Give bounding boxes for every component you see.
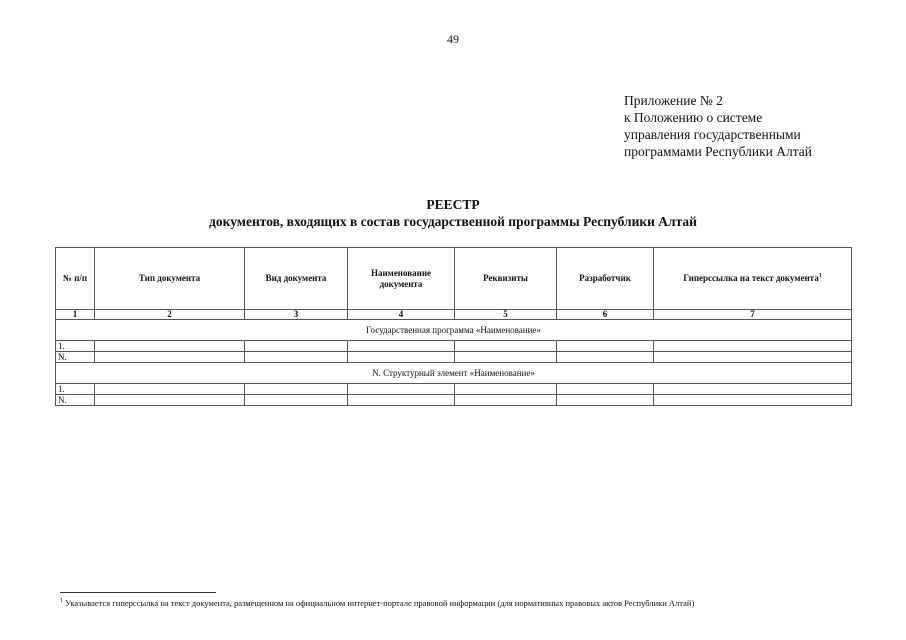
- table-cell: [348, 341, 455, 352]
- column-number: 5: [455, 310, 557, 320]
- table-row: [56, 341, 852, 352]
- appendix-line: к Положению о системе: [624, 110, 763, 125]
- table-row: [56, 352, 852, 363]
- appendix-line: управления государственными: [624, 127, 801, 142]
- registry-table: [55, 247, 852, 406]
- column-number: 1: [56, 310, 95, 320]
- header-cell-doc-type: Тип документа: [95, 248, 245, 310]
- table-cell: [557, 352, 654, 363]
- table-cell: [557, 384, 654, 395]
- hyperlink-header-label: Гиперссылка на текст документа: [683, 273, 819, 283]
- table-cell: [654, 384, 852, 395]
- column-number: 6: [557, 310, 654, 320]
- table-cell: [654, 352, 852, 363]
- appendix-block: [624, 92, 812, 160]
- column-number: 3: [245, 310, 348, 320]
- footnote-mark: 1: [60, 598, 63, 605]
- row-number: 1.: [56, 341, 95, 352]
- header-cell-developer: Разработчик: [557, 248, 654, 310]
- table-cell: [348, 352, 455, 363]
- table-header-row: [56, 248, 852, 310]
- header-cell-requisites: Реквизиты: [455, 248, 557, 310]
- title-line-1: РЕЕСТР: [426, 197, 480, 212]
- title-line-2: документов, входящих в состав государственной программы Республики Алтай: [209, 214, 697, 229]
- section-title: Государственная программа «Наименование»: [56, 320, 852, 341]
- column-number: 2: [95, 310, 245, 320]
- table-cell: [455, 341, 557, 352]
- document-title: [0, 196, 906, 230]
- table-cell: [557, 341, 654, 352]
- table-cell: [557, 395, 654, 406]
- table-cell: [95, 341, 245, 352]
- table-cell: [348, 384, 455, 395]
- header-cell-hyperlink: [654, 248, 852, 310]
- table-cell: [455, 352, 557, 363]
- table-row: [56, 384, 852, 395]
- page-number: 49: [447, 32, 459, 46]
- table-cell: [654, 341, 852, 352]
- table-cell: [245, 341, 348, 352]
- section-row: [56, 363, 852, 384]
- column-number: 7: [654, 310, 852, 320]
- table-cell: [348, 395, 455, 406]
- header-cell-doc-kind: Вид документа: [245, 248, 348, 310]
- table-cell: [455, 395, 557, 406]
- header-cell-doc-name: Наименование документа: [348, 248, 455, 310]
- table-cell: [455, 384, 557, 395]
- table-cell: [245, 352, 348, 363]
- row-number: 1.: [56, 384, 95, 395]
- section-title: N. Структурный элемент «Наименование»: [56, 363, 852, 384]
- section-row: [56, 320, 852, 341]
- header-cell-number: № п/п: [56, 248, 95, 310]
- footnote: [60, 598, 860, 608]
- column-number: 4: [348, 310, 455, 320]
- table-cell: [95, 395, 245, 406]
- table-cell: [95, 352, 245, 363]
- table-cell: [95, 384, 245, 395]
- appendix-line: программами Республики Алтай: [624, 144, 812, 159]
- table-cell: [654, 395, 852, 406]
- footnote-divider: [60, 592, 216, 593]
- row-number: N.: [56, 395, 95, 406]
- table-cell: [245, 395, 348, 406]
- table-row: [56, 395, 852, 406]
- column-number-row: [56, 310, 852, 320]
- appendix-line: Приложение № 2: [624, 93, 723, 108]
- table-cell: [245, 384, 348, 395]
- footnote-ref: 1: [818, 273, 822, 279]
- row-number: N.: [56, 352, 95, 363]
- footnote-text: Указывается гиперссылка на текст документа, размещенном на официальном интернет-портале правовой информации (для нормативных правовых актов Республики Алтай): [65, 598, 695, 608]
